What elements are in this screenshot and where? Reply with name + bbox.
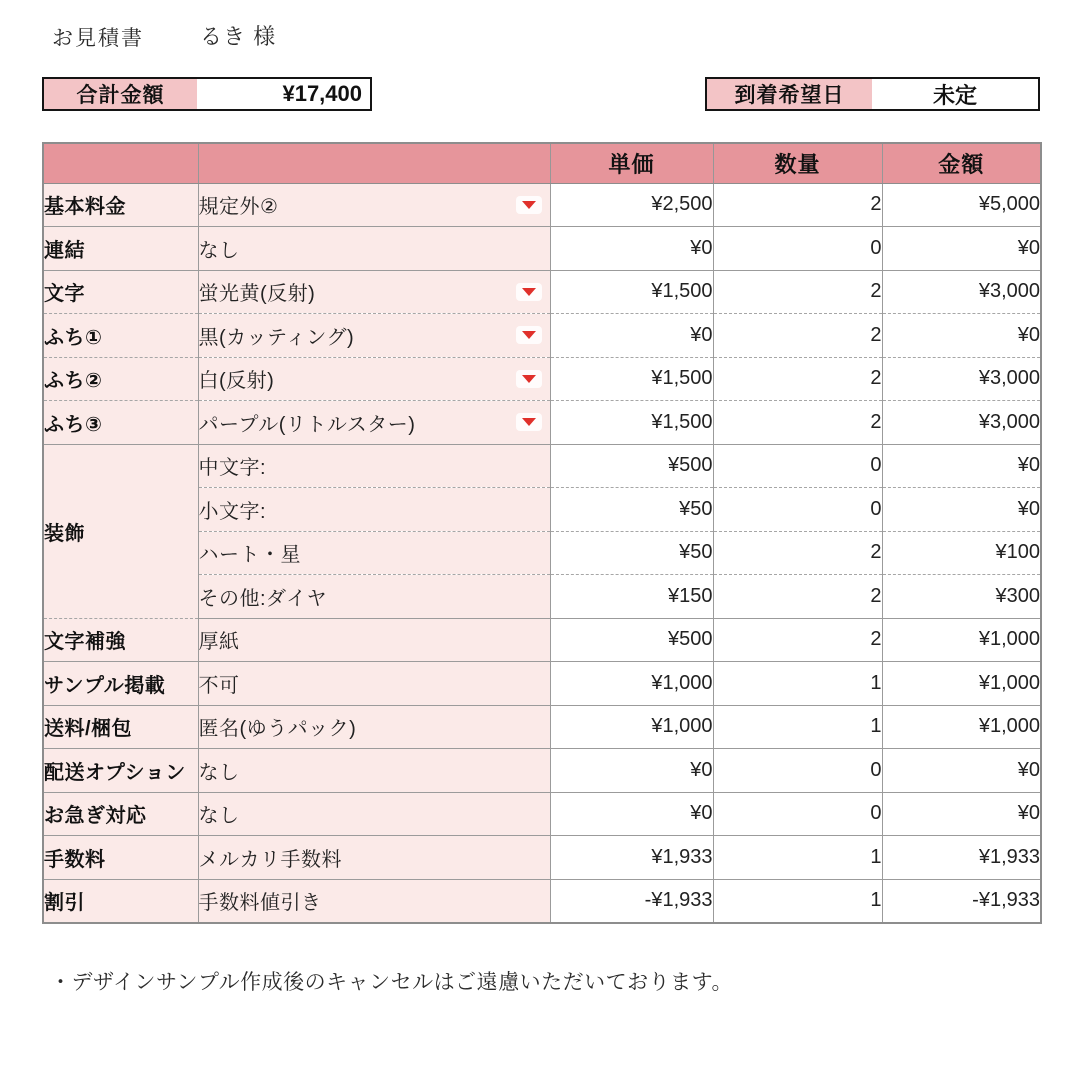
quantity-cell: 2 <box>713 314 882 358</box>
header-item <box>198 143 550 183</box>
table-row <box>43 705 1041 749</box>
row-category: お急ぎ対応 <box>43 792 198 836</box>
row-item <box>198 488 550 532</box>
row-category: 送料/梱包 <box>43 705 198 749</box>
row-item <box>198 575 550 619</box>
table-row <box>43 183 1041 227</box>
arrival-date-value: 未定 <box>932 82 977 108</box>
total-amount-box <box>42 77 372 111</box>
row-category: 文字補強 <box>43 618 198 662</box>
table-row <box>43 314 1041 358</box>
row-item-dropdown[interactable] <box>198 401 550 445</box>
dropdown-arrow-icon[interactable] <box>516 413 542 431</box>
row-item-label: 厚紙 <box>198 631 240 654</box>
row-item-label: なし <box>198 805 240 828</box>
unit-price-cell: ¥1,000 <box>550 662 713 706</box>
table-row <box>43 662 1041 706</box>
unit-price-cell: ¥1,500 <box>550 270 713 314</box>
row-item-label: 蛍光黄(反射) <box>198 283 316 306</box>
unit-price-cell: ¥1,933 <box>550 836 713 880</box>
row-item <box>198 531 550 575</box>
row-item <box>198 792 550 836</box>
row-item-label: ハート・星 <box>198 544 301 567</box>
total-amount-value: ¥17,400 <box>282 81 362 106</box>
amount-cell: ¥0 <box>882 444 1041 488</box>
row-item-label: なし <box>198 761 240 784</box>
quantity-cell: 1 <box>713 662 882 706</box>
table-row <box>43 357 1041 401</box>
row-item-label: 匿名(ゆうパック) <box>198 718 357 741</box>
amount-cell: ¥100 <box>882 531 1041 575</box>
quantity-cell: 0 <box>713 227 882 271</box>
amount-cell: ¥0 <box>882 749 1041 793</box>
unit-price-cell: ¥0 <box>550 792 713 836</box>
dropdown-arrow-icon[interactable] <box>516 326 542 344</box>
table-row <box>43 227 1041 271</box>
unit-price-cell: ¥500 <box>550 444 713 488</box>
row-item-dropdown[interactable] <box>198 314 550 358</box>
row-item-label: なし <box>198 239 240 262</box>
row-item-dropdown[interactable] <box>198 270 550 314</box>
row-category: ふち③ <box>43 401 198 445</box>
table-row <box>43 879 1041 923</box>
table-header-row <box>43 143 1041 183</box>
row-category: ふち① <box>43 314 198 358</box>
row-category: ふち② <box>43 357 198 401</box>
page-title: お見積書 <box>52 27 144 50</box>
table-row <box>43 836 1041 880</box>
unit-price-cell: ¥50 <box>550 488 713 532</box>
table-row <box>43 792 1041 836</box>
amount-cell: ¥1,000 <box>882 705 1041 749</box>
quantity-cell: 1 <box>713 879 882 923</box>
unit-price-cell: ¥0 <box>550 314 713 358</box>
total-amount-label: 合計金額 <box>44 79 197 109</box>
quantity-cell: 1 <box>713 705 882 749</box>
unit-price-cell: -¥1,933 <box>550 879 713 923</box>
row-item-label: 規定外② <box>198 196 279 219</box>
row-item <box>198 749 550 793</box>
row-item-label: 中文字: <box>198 457 267 480</box>
row-item-label: 小文字: <box>198 500 267 523</box>
table-row <box>43 401 1041 445</box>
table-row <box>43 444 1041 488</box>
unit-price-cell: ¥1,500 <box>550 401 713 445</box>
row-item-label: 手数料値引き <box>198 892 322 914</box>
table-row <box>43 270 1041 314</box>
quantity-cell: 2 <box>713 183 882 227</box>
row-item-label: パープル(リトルスター) <box>198 413 416 436</box>
estimate-table <box>42 142 1042 924</box>
row-item <box>198 836 550 880</box>
quantity-cell: 2 <box>713 401 882 445</box>
row-category: 割引 <box>43 879 198 923</box>
header-category <box>43 143 198 183</box>
row-item-label: 白(反射) <box>198 370 275 393</box>
row-category: 手数料 <box>43 836 198 880</box>
row-item <box>198 444 550 488</box>
table-row <box>43 618 1041 662</box>
unit-price-cell: ¥150 <box>550 575 713 619</box>
arrival-date-box <box>705 77 1040 111</box>
amount-cell: ¥3,000 <box>882 357 1041 401</box>
unit-price-cell: ¥2,500 <box>550 183 713 227</box>
row-category: 連結 <box>43 227 198 271</box>
row-item-label: その他:ダイヤ <box>198 587 328 610</box>
table-row <box>43 749 1041 793</box>
header-unit-price: 単価 <box>550 143 713 183</box>
row-item-label: メルカリ手数料 <box>198 848 342 871</box>
quantity-cell: 1 <box>713 836 882 880</box>
unit-price-cell: ¥500 <box>550 618 713 662</box>
amount-cell: ¥0 <box>882 227 1041 271</box>
quantity-cell: 2 <box>713 531 882 575</box>
row-category: サンプル掲載 <box>43 662 198 706</box>
amount-cell: ¥3,000 <box>882 401 1041 445</box>
dropdown-arrow-icon[interactable] <box>516 196 542 214</box>
row-category: 基本料金 <box>43 183 198 227</box>
amount-cell: ¥3,000 <box>882 270 1041 314</box>
header-amount: 金額 <box>882 143 1041 183</box>
arrival-date-label: 到着希望日 <box>707 79 872 109</box>
quantity-cell: 2 <box>713 270 882 314</box>
quantity-cell: 2 <box>713 575 882 619</box>
amount-cell: ¥300 <box>882 575 1041 619</box>
dropdown-arrow-icon[interactable] <box>516 283 542 301</box>
unit-price-cell: ¥0 <box>550 749 713 793</box>
row-category: 装飾 <box>43 444 198 618</box>
row-item <box>198 705 550 749</box>
amount-cell: ¥5,000 <box>882 183 1041 227</box>
amount-cell: ¥1,000 <box>882 662 1041 706</box>
dropdown-arrow-icon[interactable] <box>516 370 542 388</box>
amount-cell: ¥1,933 <box>882 836 1041 880</box>
customer-name: るき 様 <box>200 24 277 49</box>
amount-cell: ¥0 <box>882 488 1041 532</box>
row-item <box>198 618 550 662</box>
quantity-cell: 2 <box>713 618 882 662</box>
row-item <box>198 879 550 923</box>
unit-price-cell: ¥1,500 <box>550 357 713 401</box>
cancellation-note: ・デザインサンプル作成後のキャンセルはご遠慮いただいております。 <box>50 971 733 994</box>
quantity-cell: 0 <box>713 749 882 793</box>
header-quantity: 数量 <box>713 143 882 183</box>
row-item <box>198 227 550 271</box>
unit-price-cell: ¥1,000 <box>550 705 713 749</box>
row-item <box>198 662 550 706</box>
amount-cell: -¥1,933 <box>882 879 1041 923</box>
row-category: 配送オプション <box>43 749 198 793</box>
quantity-cell: 2 <box>713 357 882 401</box>
row-item-label: 黒(カッティング) <box>198 326 355 349</box>
row-item-dropdown[interactable] <box>198 357 550 401</box>
amount-cell: ¥0 <box>882 792 1041 836</box>
unit-price-cell: ¥0 <box>550 227 713 271</box>
amount-cell: ¥0 <box>882 314 1041 358</box>
unit-price-cell: ¥50 <box>550 531 713 575</box>
quantity-cell: 0 <box>713 488 882 532</box>
row-item-dropdown[interactable] <box>198 183 550 227</box>
quantity-cell: 0 <box>713 792 882 836</box>
quantity-cell: 0 <box>713 444 882 488</box>
row-item-label: 不可 <box>198 674 240 697</box>
row-category: 文字 <box>43 270 198 314</box>
amount-cell: ¥1,000 <box>882 618 1041 662</box>
